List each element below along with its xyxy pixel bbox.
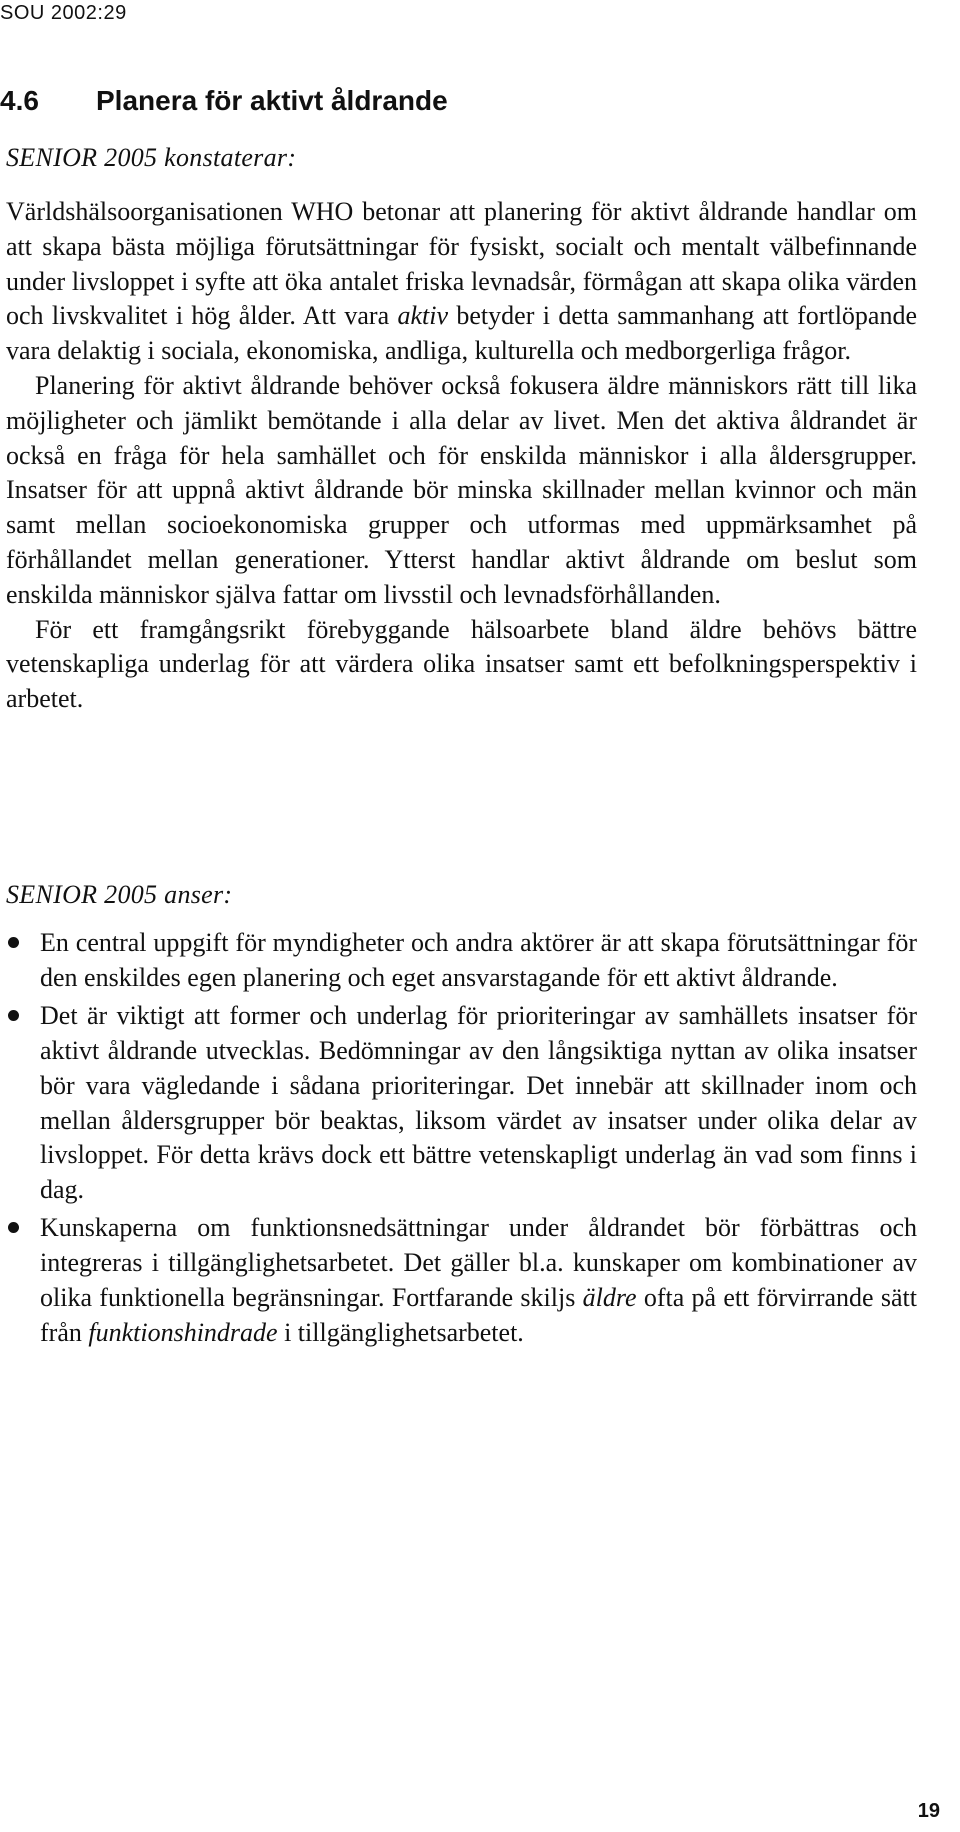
emphasis-aktiv: aktiv xyxy=(397,301,449,331)
bullet-icon xyxy=(8,1222,19,1233)
body-text-block xyxy=(6,195,917,717)
recommendation-list xyxy=(6,926,917,1354)
emphasis-aldre: äldre xyxy=(582,1283,637,1313)
paragraph-halsoarbete: För ett framgångsrikt förebyggande hälsoarbete bland äldre behövs bättre vetenskapliga underlag för att värdera olika insatser samt ett befolkningsperspektiv i arbetet. xyxy=(6,614,917,714)
label-anser: SENIOR 2005 anser: xyxy=(6,880,233,909)
page-number: 19 xyxy=(917,1800,940,1822)
section-number: 4.6 xyxy=(0,85,39,116)
list-item xyxy=(6,926,917,996)
list-item-text-c: i tillgänglighetsarbetet. xyxy=(277,1317,524,1347)
section-heading xyxy=(0,85,448,117)
list-item xyxy=(6,999,917,1208)
paragraph-planering: Planering för aktivt åldrande behöver också fokusera äldre människors rätt till lika möjligheter och jämlikt bemötande i alla delar av livet. Men det aktiva åldrandet är också en fråga för hela samhället och för enskilda människor i alla åldersgrupper. Insatser för att uppnå aktivt åldrande bör minska skillnader mellan kvinnor och män samt mellan socioekonomiska grupper och utformas med uppmärksamhet på förhållandet mellan generationer. Ytterst handlar aktivt åldrande om beslut som enskilda människor själva fattar om livsstil och levnadsförhållanden. xyxy=(6,370,917,609)
section-title: Planera för aktivt åldrande xyxy=(96,85,448,116)
label-konstaterar: SENIOR 2005 konstaterar: xyxy=(6,143,297,172)
paragraph-who-text-a: Världshälsoorganisationen WHO betonar att planering för aktivt åldrande handlar om att skapa bästa möjliga förutsättningar för fysiskt, socialt och mentalt välbefinnande under livsloppet i syfte att öka antalet friska levnadsår, förmågan att skapa olika värden och livskvalitet i hög ålder. Att vara xyxy=(6,197,917,331)
document-reference: SOU 2002:29 xyxy=(0,2,127,24)
list-item-text: En central uppgift för myndigheter och andra aktörer är att skapa förutsättningar för den enskildes egen planering och eget ansvarstagande för ett aktivt åldrande. xyxy=(40,928,917,992)
list-item-text-a: Kunskaperna om funktionsnedsättningar under åldrandet bör förbättras och integreras i tillgänglighetsarbetet. Det gäller bl.a. kunskaper om kombinationer av olika funktionella begränsningar. Fortfarande skiljs xyxy=(40,1213,917,1313)
list-item-text xyxy=(40,1213,917,1347)
bullet-icon xyxy=(8,937,19,948)
emphasis-funktionshindrade: funktionshindrade xyxy=(88,1317,278,1347)
paragraph-who-text-b: betyder i detta sammanhang att fortlöpande vara delaktig i sociala, ekonomiska, andliga, kulturella och medborgerliga frågor. xyxy=(6,301,917,366)
bullet-icon xyxy=(8,1010,19,1021)
list-item xyxy=(6,1211,917,1351)
paragraph-who xyxy=(6,195,917,369)
list-item-text: Det är viktigt att former och underlag för prioriteringar av samhällets insatser för aktivt åldrande utvecklas. Bedömningar av den långsiktiga nyttan av olika insatser bör vara vägledande i sådana prioriteringar. Det innebär att skillnader inom och mellan åldersgrupper bör beaktas, liksom värdet av insatser under olika delar av livsloppet. För detta krävs dock ett bättre vetenskapligt underlag än vad som finns i dag. xyxy=(40,1000,917,1205)
list-item-text-b: ofta på ett förvirrande sätt från xyxy=(40,1283,917,1347)
